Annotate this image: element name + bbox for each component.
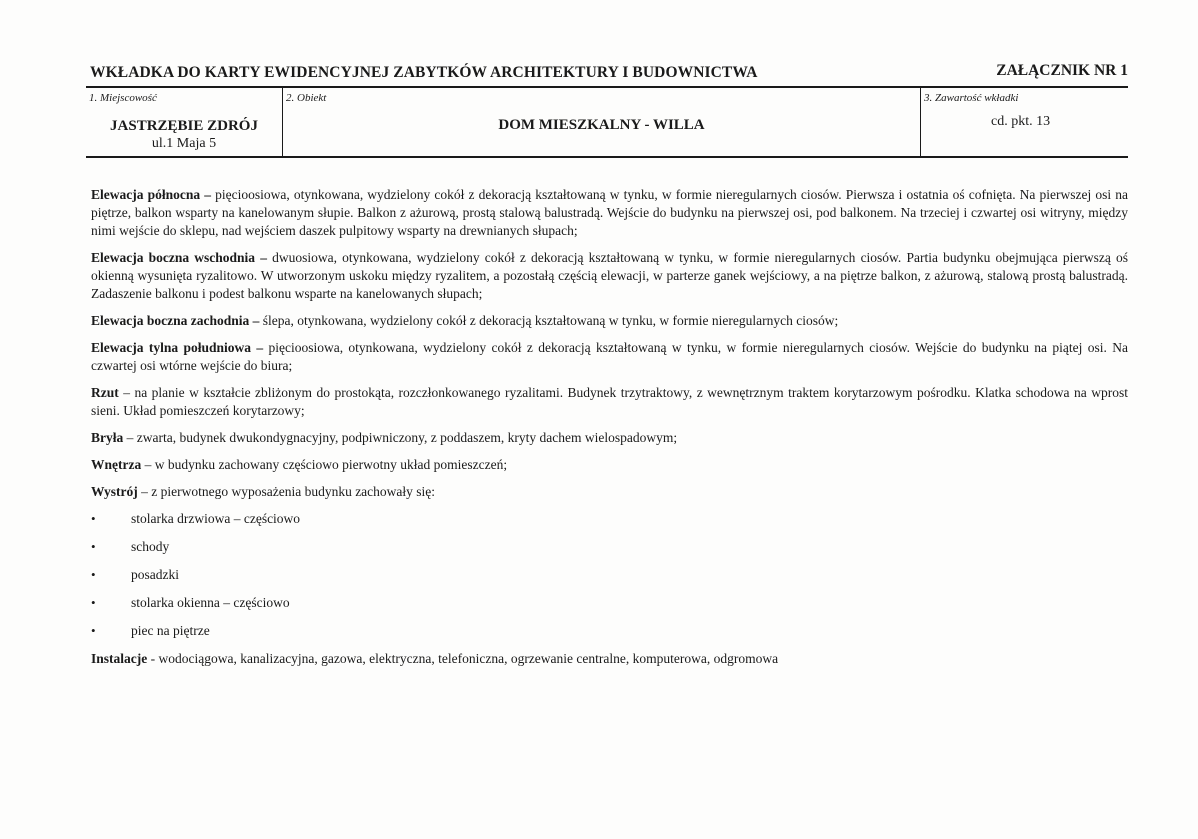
section-installations [91,650,1128,668]
bullet-icon: • [91,595,96,610]
section-heading: Rzut [91,385,119,400]
section-heading: Wnętrza [91,457,142,472]
section-interiors [91,456,1128,474]
section-heading: Instalacje [91,651,148,666]
field-content [921,88,1128,156]
section-massing [91,429,1128,447]
section-heading: Elewacja boczna wschodnia – [91,250,273,265]
annex-number: ZAŁĄCZNIK NR 1 [996,62,1128,79]
section-decor [91,483,1128,501]
document-body [91,186,1128,677]
bullet-icon: • [91,567,96,582]
section-heading: Elewacja tylna południowa – [91,340,269,355]
field-content-label: 3. Zawartość wkładki [924,92,1019,104]
section-south-elevation [91,339,1128,375]
list-item [91,566,1128,594]
section-text: – na planie w kształcie zbliżonym do prostokąta, rozczłonkowanego ryzalitami. Budynek trzytraktowy, z wewnętrznym traktem korytarzowym pośrodku. Klatka schodowa na wprost sieni. Układ pomieszczeń korytarzowy; [91,385,1128,418]
field-place-address: ul.1 Maja 5 [151,136,217,151]
field-place-label: 1. Miejscowość [89,92,157,104]
document-title: WKŁADKA DO KARTY EWIDENCYJNEJ ZABYTKÓW ARCHITEKTURY I BUDOWNICTWA [90,64,758,81]
bullet-icon: • [91,539,96,554]
section-heading: Elewacja boczna zachodnia – [91,313,263,328]
bullet-icon: • [91,623,96,638]
field-place [86,88,283,156]
list-item-text: stolarka drzwiowa – częściowo [131,511,301,526]
section-heading: Elewacja północna – [91,187,216,202]
decor-list [91,510,1128,650]
list-item [91,594,1128,622]
field-place-value: JASTRZĘBIE ZDRÓJ [110,118,258,134]
section-west-elevation [91,312,1128,330]
title-row [90,62,1128,84]
list-item [91,538,1128,566]
section-east-elevation [91,249,1128,303]
section-text: ślepa, otynkowana, wydzielony cokół z dekoracją kształtowaną w tynku, w formie nieregularnych ciosów; [262,313,839,328]
bullet-icon: • [91,511,96,526]
section-text: pięcioosiowa, otynkowana, wydzielony cokół z dekoracją kształtowaną w tynku, w formie nieregularnych ciosów. Wejście do budynku na piątej osi. Na czwartej osi wtórne wejście do biura; [91,340,1128,373]
list-item-text: stolarka okienna – częściowo [131,595,290,610]
section-text: - wodociągowa, kanalizacyjna, gazowa, elektryczna, telefoniczna, ogrzewanie centralne, komputerowa, odgromowa [147,651,779,666]
section-text: – zwarta, budynek dwukondygnacyjny, podpiwniczony, z poddaszem, kryty dachem wielospadowym; [123,430,678,445]
section-text: dwuosiowa, otynkowana, wydzielony cokół z dekoracją kształtowaną w tynku, w formie nieregularnych ciosów. Partia budynku obejmująca pierwszą oś okienną wysunięta ryzalitowo. W utworzonym uskoku między ryzalitem, a pozostałą częścią elewacji, w parterze ganek wejściowy, a na piętrze balkon, z ażurową, stalową prostą balustradą. Zadaszenie balkonu i podest balkonu wsparte na kanelowanych słupach; [91,250,1128,301]
section-text: – z pierwotnego wyposażenia budynku zachowały się: [137,484,436,499]
section-text: – w budynku zachowany częściowo pierwotny układ pomieszczeń; [141,457,508,472]
field-object [283,88,921,156]
list-item-text: piec na piętrze [131,623,210,638]
field-object-label: 2. Obiekt [286,92,327,104]
list-item-text: posadzki [131,567,179,582]
field-content-value: cd. pkt. 13 [991,114,1051,129]
list-item [91,622,1128,650]
section-heading: Wystrój [91,484,138,499]
list-item-text: schody [131,539,170,554]
section-north-elevation [91,186,1128,240]
section-heading: Bryła [91,430,124,445]
section-plan [91,384,1128,420]
list-item [91,510,1128,538]
header-fields-table [86,88,1128,158]
field-object-value: DOM MIESZKALNY - WILLA [498,117,705,133]
section-text: pięcioosiowa, otynkowana, wydzielony cokół z dekoracją kształtowaną w tynku, w formie nieregularnych ciosów. Pierwsza i ostatnia oś cofnięta. Na pierwszej osi na piętrze, balkon wsparty na kanelowanym słupie. Balkon z ażurową, prostą stalową balustradą. Wejście do budynku na pierwszej osi, pod balkonem. Na trzeciej i czwartej osi witryny, między nimi wejście do sklepu, nad wejściem daszek pulpitowy wsparty na drewnianych słupach; [91,187,1128,238]
